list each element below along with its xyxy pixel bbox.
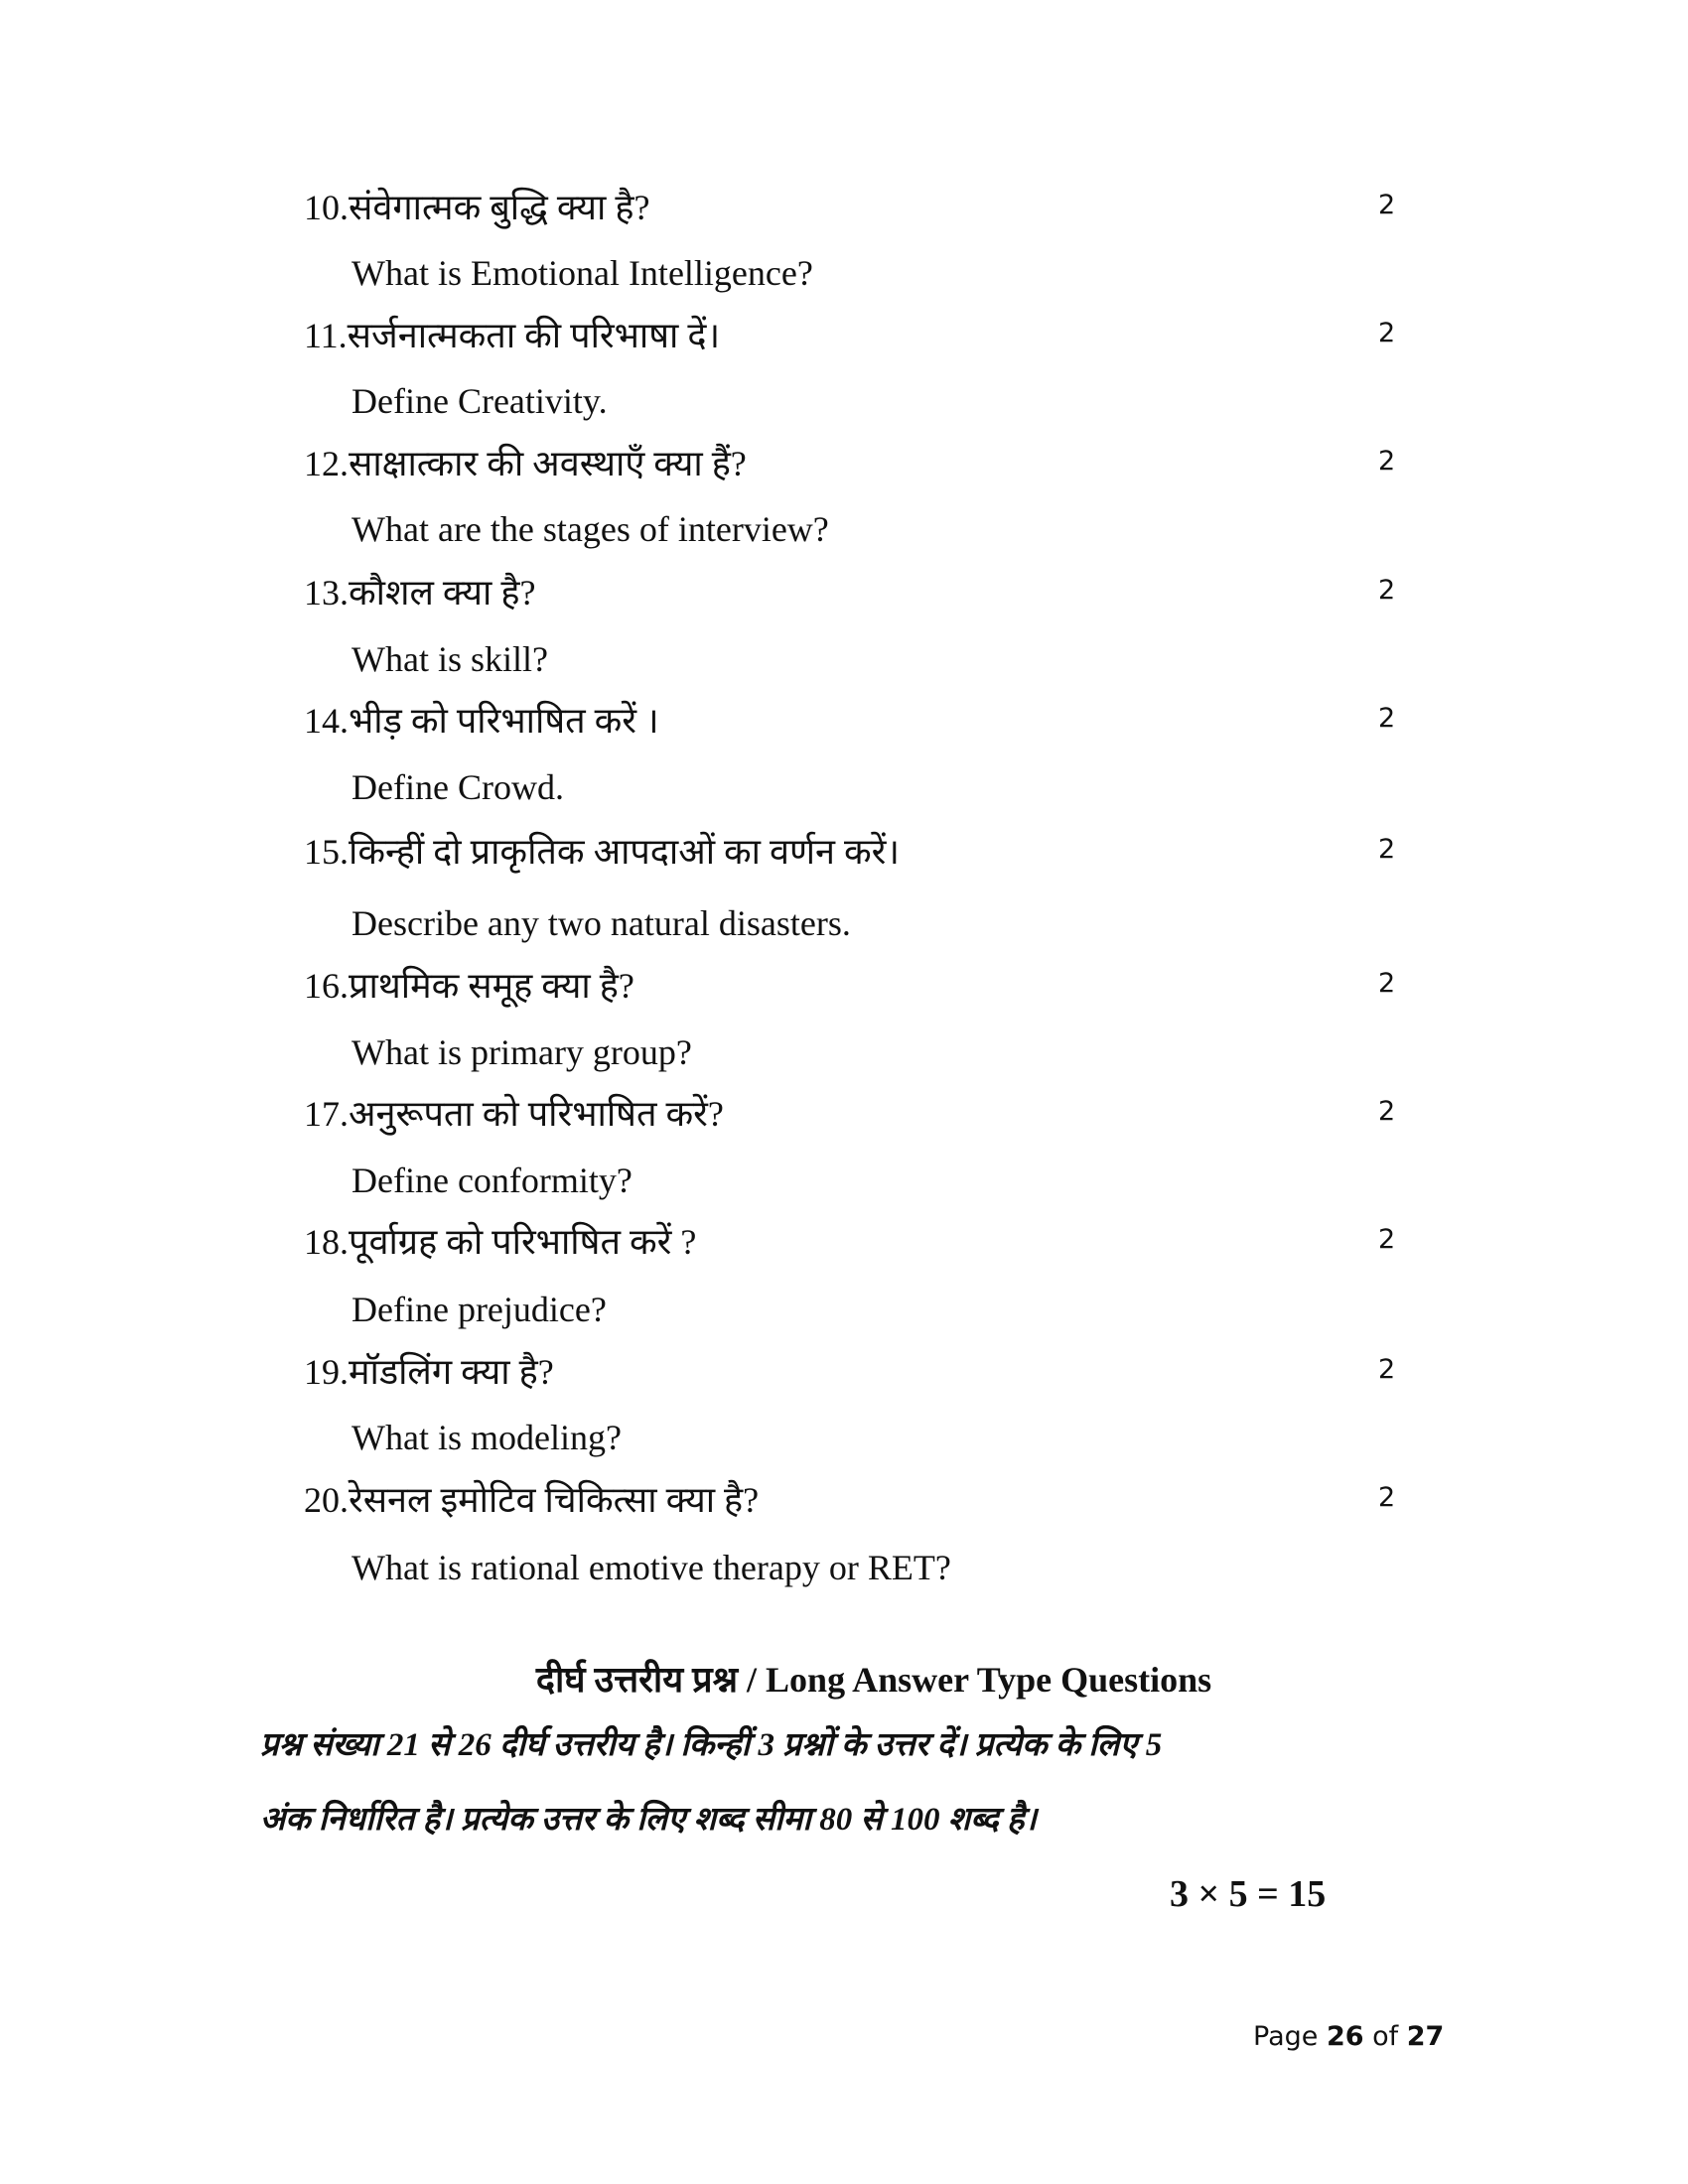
question-english: Define prejudice?: [352, 1290, 607, 1329]
question-english: Define conformity?: [352, 1160, 633, 1200]
marks-calculation: 3 × 5 = 15: [1170, 1873, 1327, 1915]
question-english: Describe any two natural disasters.: [352, 903, 851, 943]
page-number: [1253, 2023, 1444, 2050]
question-marks: 2: [1378, 834, 1396, 865]
question-marks: 2: [1378, 703, 1396, 734]
instruction-line-1: प्रश्न संख्या 21 से 26 दीर्घ उत्तरीय है। किन्हीं 3 प्रश्नों के उत्तर दें। प्रत्येक के लिए 5: [260, 1727, 1163, 1763]
question-hindi: 12.साक्षात्कार की अवस्थाएँ क्या हैं?: [304, 444, 747, 483]
question-english: Define Creativity.: [352, 381, 608, 421]
question-hindi: 18.पूर्वाग्रह को परिभाषित करें ?: [304, 1222, 697, 1262]
page-label: Page: [1253, 2021, 1319, 2052]
question-hindi: 14.भीड़ को परिभाषित करें ।: [304, 701, 659, 741]
question-hindi: 19.मॉडलिंग क्या है?: [304, 1352, 554, 1392]
question-marks: 2: [1378, 190, 1396, 220]
question-english: What is primary group?: [352, 1032, 692, 1072]
question-hindi: 17.अनुरूपता को परिभाषित करें?: [304, 1094, 724, 1134]
instruction-line-2: अंक निर्धारित है। प्रत्येक उत्तर के लिए शब्द सीमा 80 से 100 शब्द है।: [260, 1802, 1038, 1838]
question-marks: 2: [1378, 575, 1396, 606]
question-english: What is skill?: [352, 639, 548, 679]
question-marks: 2: [1378, 1224, 1396, 1255]
question-english: What is modeling?: [352, 1418, 622, 1457]
question-english: Define Crowd.: [352, 767, 564, 807]
section-heading: दीर्घ उत्तरीय प्रश्न / Long Answer Type Questions: [535, 1660, 1212, 1700]
question-hindi: 11.सर्जनात्मकता की परिभाषा दें।: [304, 316, 721, 355]
question-hindi: 15.किन्हीं दो प्राकृतिक आपदाओं का वर्णन करें।: [304, 832, 901, 872]
question-marks: 2: [1378, 318, 1396, 348]
question-hindi: 10.संवेगात्मक बुद्धि क्या है?: [304, 188, 650, 227]
question-marks: 2: [1378, 968, 1396, 999]
current-page: 26: [1326, 2021, 1364, 2052]
total-pages: 27: [1406, 2021, 1445, 2052]
question-marks: 2: [1378, 1354, 1396, 1385]
question-marks: 2: [1378, 1482, 1396, 1513]
question-hindi: 16.प्राथमिक समूह क्या है?: [304, 966, 634, 1006]
question-hindi: 13.कौशल क्या है?: [304, 573, 536, 613]
question-marks: 2: [1378, 446, 1396, 477]
question-english: What are the stages of interview?: [352, 509, 829, 549]
of-label: of: [1372, 2021, 1399, 2052]
question-hindi: 20.रेसनल इमोटिव चिकित्सा क्या है?: [304, 1480, 760, 1520]
question-english: What is Emotional Intelligence?: [352, 253, 813, 293]
question-english: What is rational emotive therapy or RET?: [352, 1548, 951, 1587]
question-marks: 2: [1378, 1096, 1396, 1127]
